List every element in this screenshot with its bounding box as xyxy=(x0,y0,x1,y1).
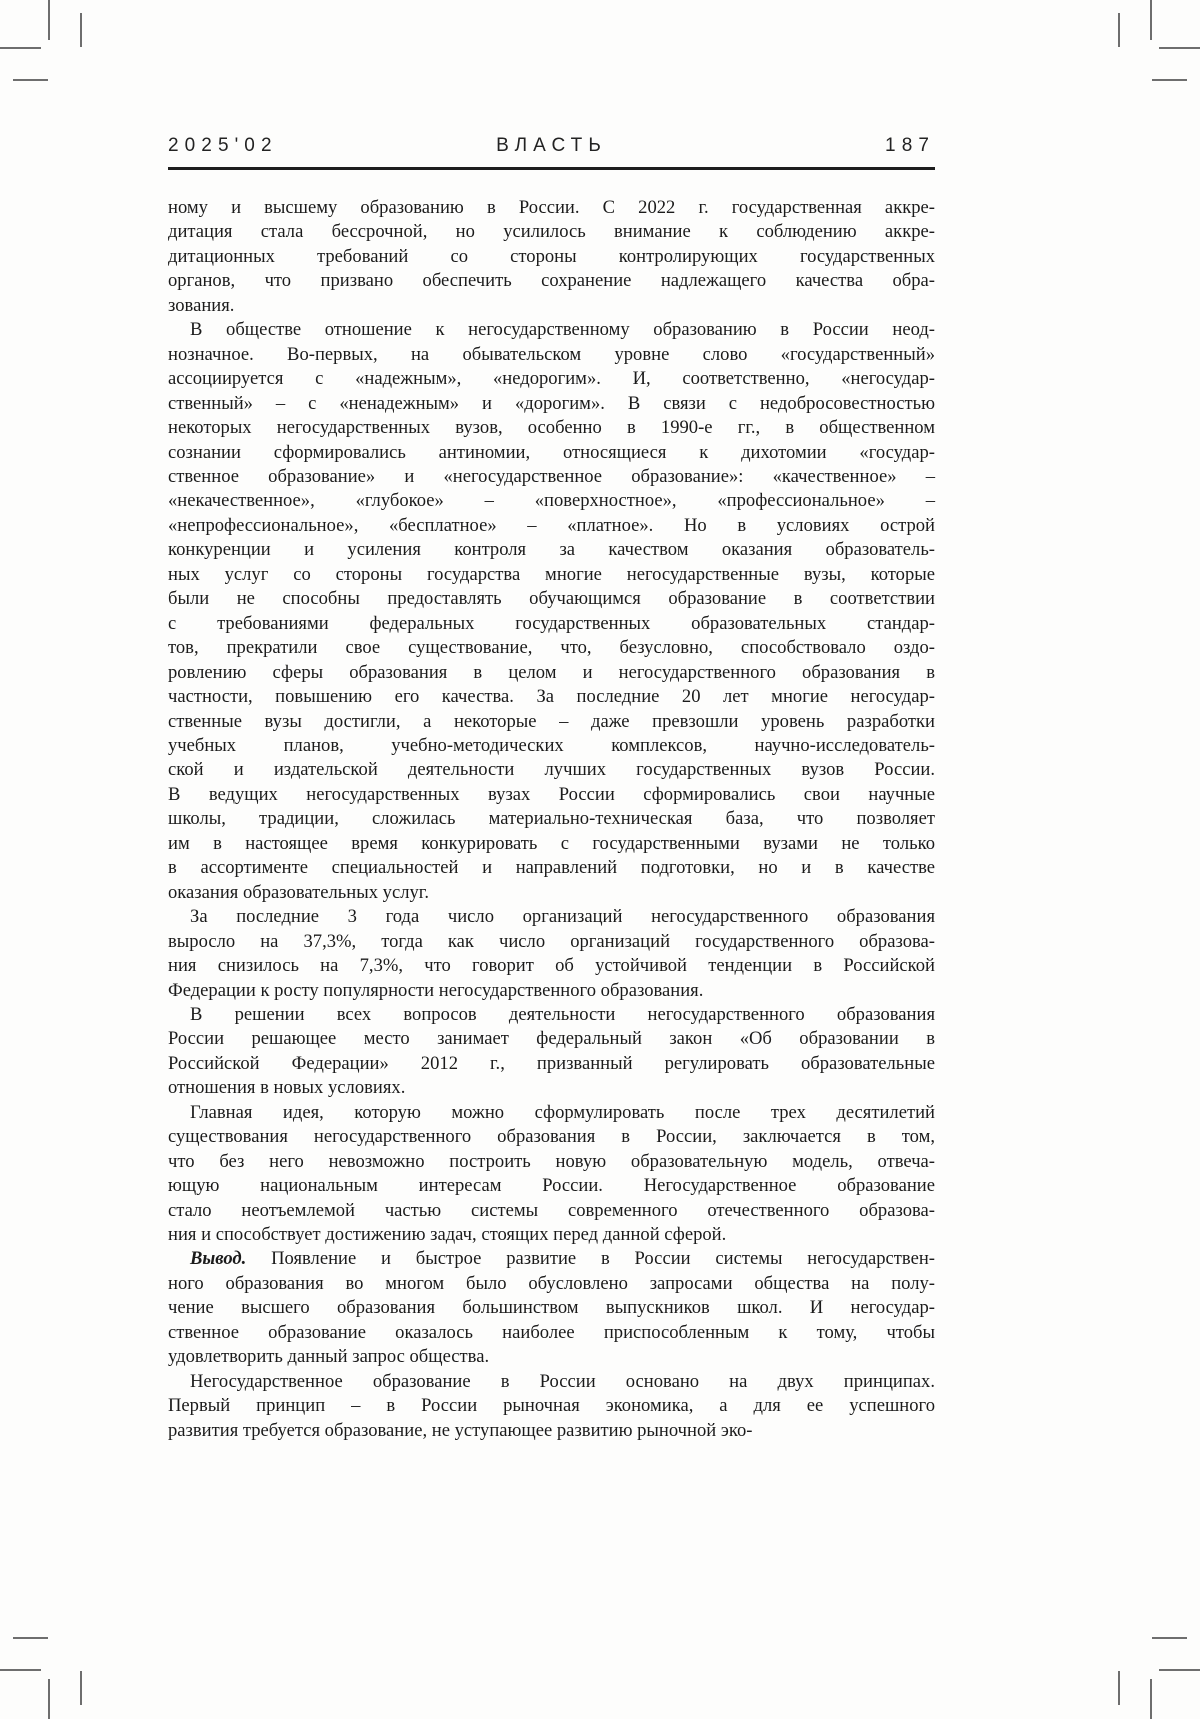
text-line: ному и высшему образованию в России. С 2022 г. государственная аккре- xyxy=(168,197,935,218)
text-line: ного образования во многом было обусловлено запросами общества на полу- xyxy=(168,1272,935,1294)
paragraph xyxy=(168,1101,935,1248)
crop-mark xyxy=(1150,0,1152,40)
text-line: в ассортименте специальностей и направлений подготовки, но и в качестве xyxy=(168,857,935,879)
text-line: с требованиями федеральных государственных образовательных стандар- xyxy=(168,612,935,634)
journal-title: ВЛАСТЬ xyxy=(496,135,607,156)
text-line: тов, прекратили свое существование, что, безусловно, способствовало оздо- xyxy=(168,637,935,659)
text-line: Вывод. Появление и быстрое развитие в России системы негосударствен- xyxy=(190,1248,935,1270)
crop-mark xyxy=(48,1679,50,1719)
text-line: частности, повышению его качества. За последние 20 лет многие негосудар- xyxy=(168,686,935,708)
text-line: конкуренции и усиления контроля за качеством оказания образователь- xyxy=(168,539,935,561)
text-line: стало неотъемлемой частью системы современного отечественного образова- xyxy=(168,1199,935,1221)
crop-mark xyxy=(48,0,50,40)
text-line: сознании сформировались антиномии, относящиеся к дихотомии «государ- xyxy=(168,441,935,463)
paragraph xyxy=(168,196,935,318)
text-line: «непрофессиональное», «бесплатное» – «платное». Но в условиях острой xyxy=(168,514,935,536)
text-line: им в настоящее время конкурировать с государственными вузами не только xyxy=(168,832,935,854)
text-line: некоторых негосударственных вузов, особенно в 1990-е гг., в общественном xyxy=(168,417,935,439)
text-line: ния снизилось на 7,3%, что говорит об устойчивой тенденции в Российской xyxy=(168,955,935,977)
crop-mark xyxy=(1152,79,1187,81)
header-rule xyxy=(168,167,935,170)
text-line: школы, традиции, сложилась материально-техническая база, что позволяет xyxy=(168,808,935,830)
text-line: отношения в новых условиях. xyxy=(168,1077,406,1099)
page-header xyxy=(168,135,935,157)
text-line: Российской Федерации» 2012 г., призванный регулировать образовательные xyxy=(168,1052,935,1074)
text-line: ровлению сферы образования в целом и негосударственного образования в xyxy=(168,661,935,683)
text-line: ской и издательской деятельности лучших государственных вузов России. xyxy=(168,759,935,781)
text-line: органов, что призвано обеспечить сохранение надлежащего качества обра- xyxy=(168,270,935,292)
crop-mark xyxy=(0,1669,41,1671)
paragraph xyxy=(168,1003,935,1101)
paragraph xyxy=(168,318,935,905)
text-line: Первый принцип – в России рыночная экономика, а для ее успешного xyxy=(168,1395,935,1417)
text-line: выросло на 37,3%, тогда как число организаций государственного образова- xyxy=(168,930,935,952)
text-line: были не способны предоставлять обучающимся образование в соответствии xyxy=(168,588,935,610)
crop-mark xyxy=(80,13,82,47)
crop-mark xyxy=(1118,1671,1120,1705)
text-line: учебных планов, учебно-методических комплексов, научно-исследователь- xyxy=(168,734,935,756)
page-number: 187 xyxy=(885,135,935,156)
text-line: Негосударственное образование в России основано на двух принципах. xyxy=(190,1370,935,1392)
crop-mark xyxy=(0,47,41,49)
text-line: ственное образование» и «негосударственное образование»: «качественное» – xyxy=(168,465,935,487)
crop-mark xyxy=(13,1637,48,1639)
text-line: зования. xyxy=(168,294,235,316)
text-line: ственное образование оказалось наиболее приспособленным к тому, чтобы xyxy=(168,1321,935,1343)
text-line: «некачественное», «глубокое» – «поверхностное», «профессиональное» – xyxy=(168,490,935,512)
crop-mark xyxy=(1159,47,1200,49)
paragraph-lead: Вывод. xyxy=(190,1248,247,1270)
text-line: ных услуг со стороны государства многие негосударственные вузы, которые xyxy=(168,563,935,585)
text-line: нозначное. Во-первых, на обывательском уровне слово «государственный» xyxy=(168,343,935,365)
article-body xyxy=(168,196,935,1443)
paragraph xyxy=(168,1247,935,1369)
text-line: ния и способствует достижению задач, стоящих перед данной сферой. xyxy=(168,1224,727,1246)
crop-mark xyxy=(1152,1637,1187,1639)
paragraph xyxy=(168,905,935,1003)
text-line: В ведущих негосударственных вузах России сформировались свои научные xyxy=(168,783,935,805)
text-line: ющую национальным интересам России. Негосударственное образование xyxy=(168,1175,935,1197)
crop-mark xyxy=(1159,1669,1200,1671)
text-line: развития требуется образование, не уступающее развитию рыночной эко- xyxy=(168,1419,753,1441)
crop-mark xyxy=(80,1671,82,1705)
text-line: дитация стала бессрочной, но усилилось внимание к соблюдению аккре- xyxy=(168,221,935,243)
text-line: ственный» – с «ненадежным» и «дорогим». В связи с недобросовестностью xyxy=(168,392,935,414)
text-line: чение высшего образования большинством выпускников школ. И негосудар- xyxy=(168,1297,935,1319)
paragraph xyxy=(168,1370,935,1443)
text-line: России решающее место занимает федеральный закон «Об образовании в xyxy=(168,1028,935,1050)
issue-label: 2025'02 xyxy=(168,135,278,156)
crop-mark xyxy=(1118,13,1120,47)
text-line: дитационных требований со стороны контролирующих государственных xyxy=(168,245,935,267)
text-line: Федерации к росту популярности негосударственного образования. xyxy=(168,979,704,1001)
crop-mark xyxy=(1150,1679,1152,1719)
text-line: ассоциируется с «надежным», «недорогим». И, соответственно, «негосудар- xyxy=(168,368,935,390)
crop-mark xyxy=(13,79,48,81)
text-line: За последние 3 года число организаций негосударственного образования xyxy=(190,906,935,928)
text-line: удовлетворить данный запрос общества. xyxy=(168,1346,490,1368)
text-line: ственные вузы достигли, а некоторые – даже превзошли уровень разработки xyxy=(168,710,935,732)
text-line: Главная идея, которую можно сформулировать после трех десятилетий xyxy=(190,1101,935,1123)
text-line: существования негосударственного образования в России, заключается в том, xyxy=(168,1126,935,1148)
text-line: что без него невозможно построить новую образовательную модель, отвеча- xyxy=(168,1150,935,1172)
text-line: В решении всех вопросов деятельности негосударственного образования xyxy=(190,1003,935,1025)
text-line: оказания образовательных услуг. xyxy=(168,881,429,903)
text-line: В обществе отношение к негосударственному образованию в России неод- xyxy=(190,319,935,341)
